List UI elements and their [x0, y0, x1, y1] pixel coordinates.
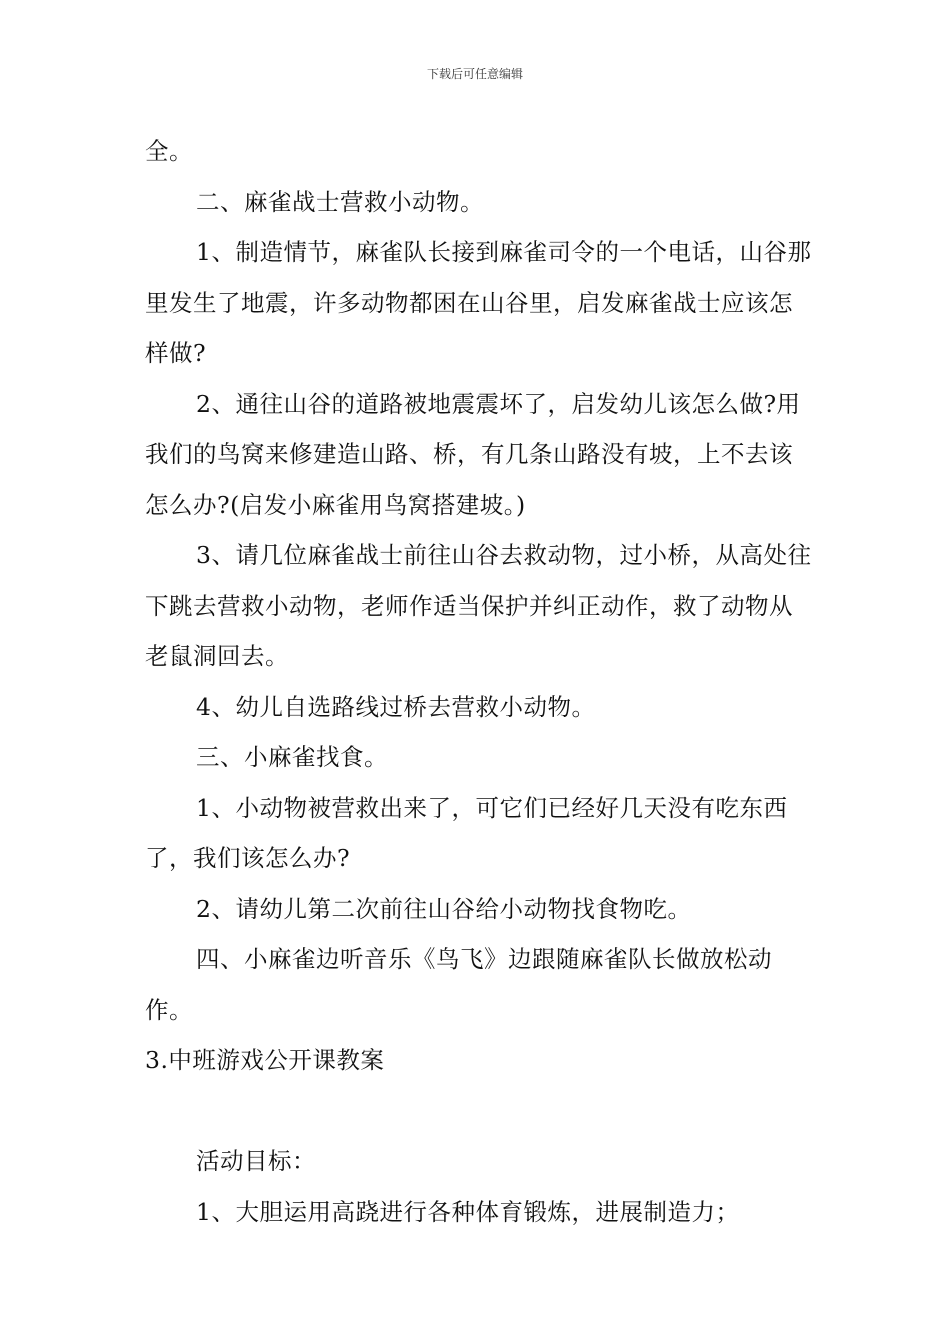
document-section-title: 3.中班游戏公开课教案 — [145, 1046, 385, 1074]
paragraph-step-4: 4、幼儿自选路线过桥去营救小动物。 — [196, 692, 596, 721]
paragraph-step-3: 3、请几位麻雀战士前往山谷去救动物，过小桥，从高处往下跳去营救小动物，老师作适当保护并纠正动作，救了动物从老鼠洞回去。 — [145, 541, 812, 670]
section-heading-food: 三、小麻雀找食。 — [196, 743, 388, 771]
document-body — [145, 126, 815, 1237]
paragraph-food-step-1: 1、小动物被营救出来了，可它们已经好几天没有吃东西了，我们该怎么办? — [145, 793, 788, 872]
paragraph-continuation: 全。 — [145, 137, 193, 165]
section-heading-relax: 四、小麻雀边听音乐《鸟飞》边跟随麻雀队长做放松动作。 — [145, 945, 772, 1024]
blank-line — [145, 1086, 815, 1137]
objectives-heading: 活动目标： — [196, 1147, 316, 1175]
page-header: 下载后可任意编辑 — [426, 67, 523, 81]
objective-item-1: 1、大胆运用高跷进行各种体育锻炼，进展制造力； — [196, 1197, 740, 1226]
paragraph-food-step-2: 2、请幼儿第二次前往山谷给小动物找食物吃。 — [196, 894, 692, 923]
section-heading-rescue: 二、麻雀战士营救小动物。 — [196, 187, 484, 216]
paragraph-step-2: 2、通往山谷的道路被地震震坏了，启发幼儿该怎么做?用我们的鸟窝来修建造山路、桥，有几条山路没有坡，上不去该怎么办?(启发小麻雀用鸟窝搭建坡。) — [145, 389, 801, 519]
paragraph-step-1: 1、制造情节，麻雀队长接到麻雀司令的一个电话，山谷那里发生了地震，许多动物都困在山谷里，启发麻雀战士应该怎样做? — [145, 238, 812, 367]
